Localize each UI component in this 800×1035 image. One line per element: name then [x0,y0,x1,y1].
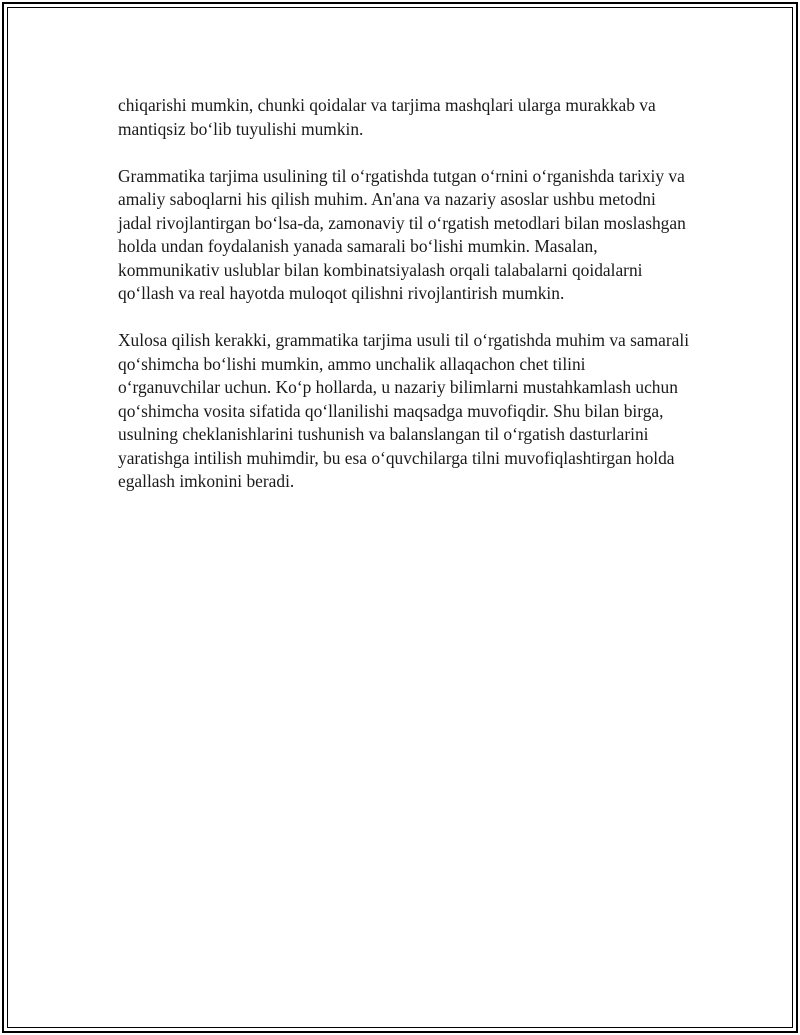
paragraph: chiqarishi mumkin, chunki qoidalar va tarjima mashqlari ularga murakkab va mantiqsiz bo‘lib tuyulishi mumkin. [118,95,656,139]
document-body [118,94,690,494]
paragraph: Grammatika tarjima usulining til o‘rgatishda tutgan o‘rnini o‘rganishda tarixiy va amaliy saboqlarni his qilish muhim. An'ana va nazariy asoslar ushbu metodni jadal rivojlantirgan bo‘lsa-da, zamonaviy til o‘rgatish metodlari bilan moslashgan holda undan foydalanish yanada samarali bo‘lishi mumkin. Masalan, kommunikativ uslublar bilan kombinatsiyalash orqali talabalarni qoidalarni qo‘llash va real hayotda muloqot qilishni rivojlantirish mumkin. [118,165,686,303]
paragraph: Xulosa qilish kerakki, grammatika tarjima usuli til o‘rgatishda muhim va samarali qo‘shimcha bo‘lishi mumkin, ammo unchalik allaqachon chet tilini o‘rganuvchilar uchun. Ko‘p hollarda, u nazariy bilimlarni mustahkamlash uchun qo‘shimcha vosita sifatida qo‘llanilishi maqsadga muvofiqdir. Shu bilan birga, usulning cheklanishlarini tushunish va balanslangan til o‘rgatish dasturlarini yaratishga intilish muhimdir, bu esa o‘quvchilarga tilni muvofiqlashtirgan holda egallash imkonini beradi. [118,330,690,491]
